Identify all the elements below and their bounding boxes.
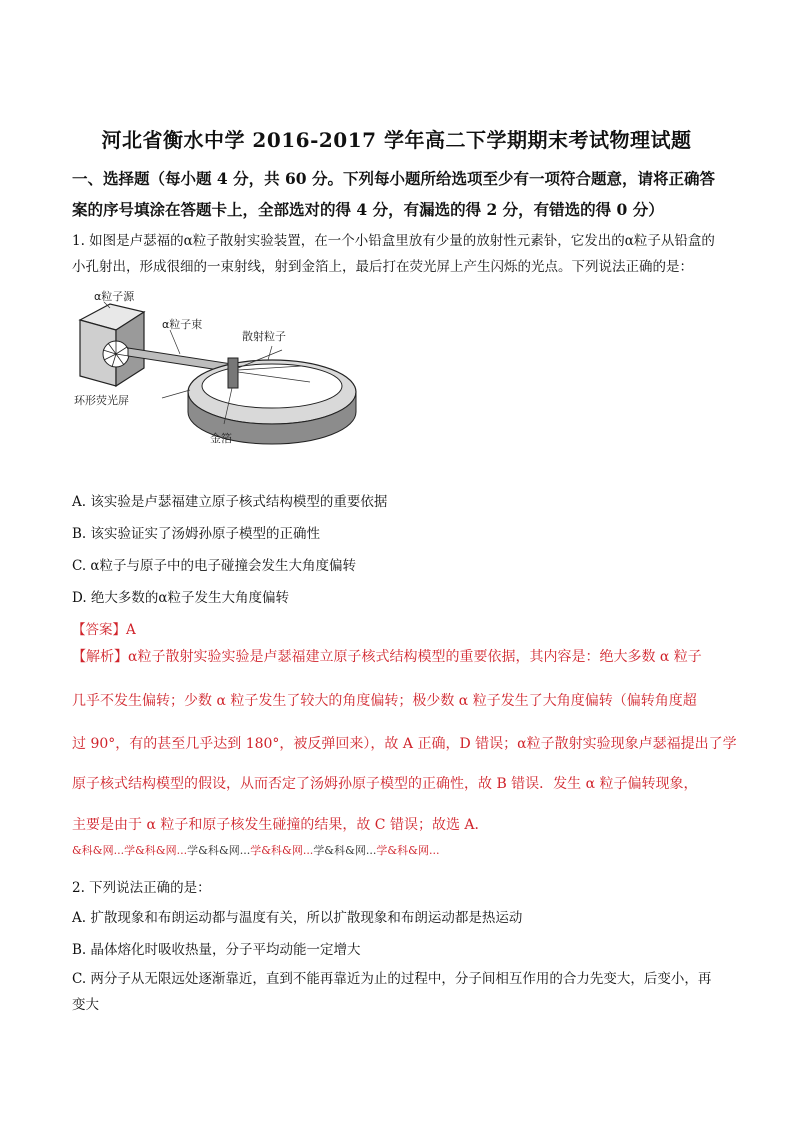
watermark-line xyxy=(72,842,439,858)
question-1-analysis-line-2: 几乎不发生偏转；少数 α 粒子发生了较大的角度偏转；极少数 α 粒子发生了大角度偏转（偏转角度超 xyxy=(72,693,697,709)
question-1-analysis-line-1: 【解析】α粒子散射实验实验是卢瑟福建立原子核式结构模型的重要依据，其内容是：绝大多数 α 粒子 xyxy=(72,649,702,665)
label-alpha-beam: α粒子束 xyxy=(162,318,203,331)
ring-screen-inner xyxy=(202,364,342,408)
label-scattered-particles: 散射粒子 xyxy=(242,330,286,343)
question-1-option-a: A. 该实验是卢瑟福建立原子核式结构模型的重要依据 xyxy=(72,494,388,510)
question-1-analysis-line-5: 主要是由于 α 粒子和原子核发生碰撞的结果，故 C 错误；故选 A． xyxy=(72,817,489,833)
label-alpha-source: α粒子源 xyxy=(94,290,135,303)
gold-foil xyxy=(228,358,238,388)
question-2-option-b: B. 晶体熔化时吸收热量，分子平均动能一定增大 xyxy=(72,942,361,958)
question-2-option-a: A. 扩散现象和布朗运动都与温度有关，所以扩散现象和布朗运动都是热运动 xyxy=(72,910,523,926)
watermark-part: 学&科&网... xyxy=(124,844,188,857)
watermark-part: 学&科&网... xyxy=(376,844,440,857)
question-1-option-c: C. α粒子与原子中的电子碰撞会发生大角度偏转 xyxy=(72,558,357,574)
page-title: 河北省衡水中学 2016-2017 学年高二下学期期末考试物理试题 xyxy=(101,128,692,152)
question-1-option-b: B. 该实验证实了汤姆孙原子模型的正确性 xyxy=(72,526,321,542)
watermark-part: &科&网... xyxy=(72,844,125,857)
watermark-part: 学&科&网... xyxy=(187,844,251,857)
question-1-stem: 1. 如图是卢瑟福的α粒子散射实验装置，在一个小铅盒里放有少量的放射性元素钋，它发出的α粒子从铅盒的小孔射出，形成很细的一束射线，射到金箔上，最后打在荧光屏上产生闪烁的光点。下列说法正确的是： xyxy=(72,233,715,275)
question-2-stem: 2. 下列说法正确的是： xyxy=(72,880,211,896)
label-gold-foil: 金箔 xyxy=(210,432,232,445)
watermark-part: 学&科&网... xyxy=(313,844,377,857)
question-1-answer: 【答案】A xyxy=(72,622,136,638)
question-1-analysis-line-4: 原子核式结构模型的假设，从而否定了汤姆孙原子模型的正确性，故 B 错误．发生 α 粒子偏转现象， xyxy=(72,776,698,792)
question-1-option-d: D. 绝大多数的α粒子发生大角度偏转 xyxy=(72,590,290,606)
watermark-part: 学&科&网... xyxy=(250,844,314,857)
rutherford-apparatus-figure xyxy=(72,290,362,450)
question-1-analysis-line-3: 过 90°，有的甚至几乎达到 180°，被反弹回来），故 A 正确，D 错误；α粒子散射实验现象卢瑟福提出了学 xyxy=(72,736,737,752)
label-ring-screen: 环形荧光屏 xyxy=(74,394,129,407)
section-heading: 一、选择题（每小题 4 分，共 60 分。下列每小题所给选项至少有一项符合题意，请将正确答案的序号填涂在答题卡上，全部选对的得 4 分，有漏选的得 2 分，有错选的得 0 分） xyxy=(72,169,715,219)
question-2-option-c: C. 两分子从无限远处逐渐靠近，直到不能再靠近为止的过程中，分子间相互作用的合力先变大，后变小，再变大 xyxy=(72,971,712,1013)
